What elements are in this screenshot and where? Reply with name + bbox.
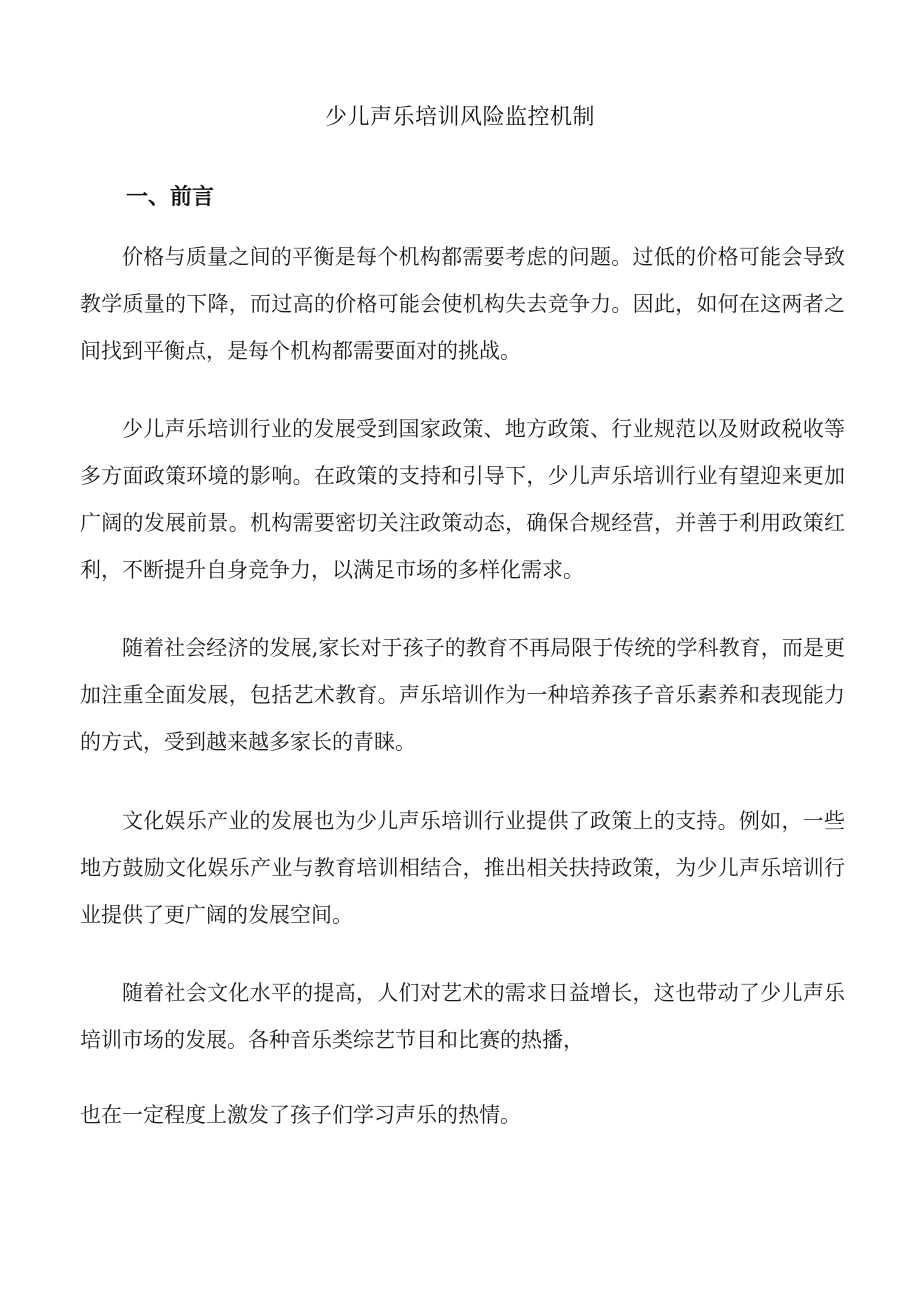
document-title: 少儿声乐培训风险监控机制 bbox=[324, 105, 595, 130]
paragraph: 价格与质量之间的平衡是每个机构都需要考虑的问题。过低的价格可能会导致教学质量的下降，而过高的价格可能会使机构失去竞争力。因此，如何在这两者之间找到平衡点，是每个机构都需要面对的挑战。 bbox=[80, 245, 845, 363]
paragraph: 少儿声乐培训行业的发展受到国家政策、地方政策、行业规范以及财政税收等多方面政策环境的影响。在政策的支持和引导下，少儿声乐培训行业有望迎来更加广阔的发展前景。机构需要密切关注政策动态，确保合规经营，并善于利用政策红利，不断提升自身竞争力，以满足市场的多样化需求。 bbox=[80, 417, 845, 582]
paragraph: 随着社会经济的发展,家长对于孩子的教育不再局限于传统的学科教育，而是更加注重全面发展，包括艺术教育。声乐培训作为一种培养孩子音乐素养和表现能力的方式，受到越来越多家长的青睐。 bbox=[80, 636, 845, 754]
section-heading: 一、前言 bbox=[126, 185, 215, 210]
paragraph: 文化娱乐产业的发展也为少儿声乐培训行业提供了政策上的支持。例如，一些地方鼓励文化娱乐产业与教育培训相结合，推出相关扶持政策，为少儿声乐培训行业提供了更广阔的发展空间。 bbox=[80, 809, 845, 927]
paragraph: 随着社会文化水平的提高，人们对艺术的需求日益增长，这也带动了少儿声乐培训市场的发展。各种音乐类综艺节目和比赛的热播， bbox=[80, 981, 845, 1052]
paragraph: 也在一定程度上激发了孩子们学习声乐的热情。 bbox=[80, 1103, 521, 1127]
